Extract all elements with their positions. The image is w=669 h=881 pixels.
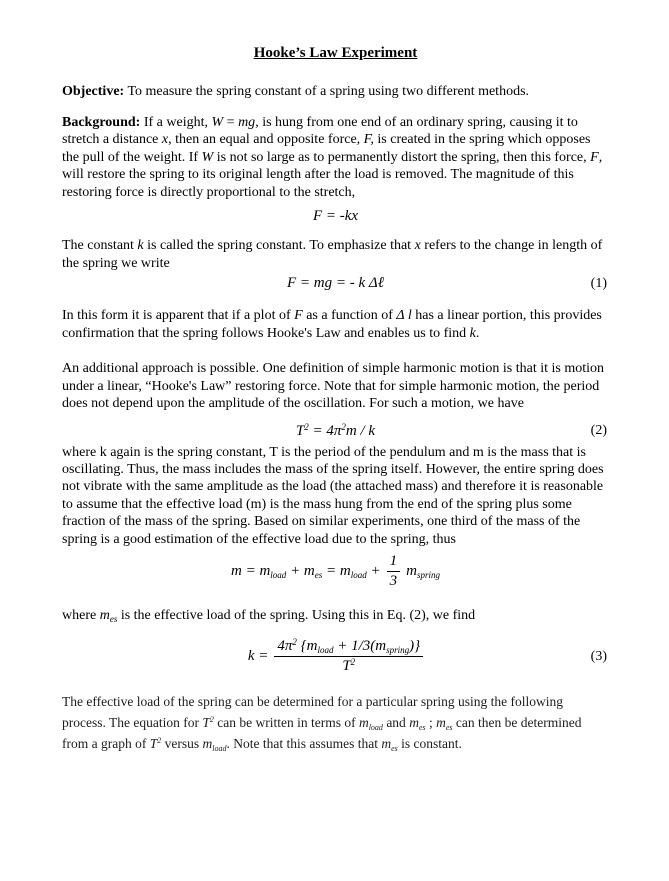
math-var: T <box>149 736 158 752</box>
math-subscript: es <box>314 569 323 580</box>
text-segment: is the effective load of the spring. Using this in Eq. (2), we find <box>117 607 476 623</box>
text-segment: versus <box>161 736 203 752</box>
background-label: Background: <box>62 114 141 130</box>
page-title: Hooke’s Law Experiment <box>253 45 418 61</box>
math-var: F <box>294 308 303 323</box>
math-segment: {m <box>296 638 318 655</box>
additional-paragraph: An additional approach is possible. One definition of simple harmonic motion is that it is motion under a linear, “Hooke's Law” restoring force. Note that for simple harmonic motion, the period does not depend upon the amplitude of the oscillation. For such a motion, we have <box>62 361 605 411</box>
equation-number: (2) <box>590 423 607 438</box>
text-segment: is called the spring constant. To emphasize that <box>143 238 415 253</box>
equation-2 <box>62 423 609 440</box>
math-subscript: spring <box>416 569 440 580</box>
math-subscript: spring <box>386 645 410 656</box>
math-segment: k = <box>247 648 269 665</box>
background-paragraph <box>62 114 609 202</box>
text-segment: To measure the spring constant of a spring using two different methods. <box>124 84 530 99</box>
equation-body: F = mg = - k Δℓ <box>287 275 384 291</box>
equation-number: (1) <box>590 275 607 291</box>
math-var: m <box>99 607 110 623</box>
fraction-numerator: 1 <box>389 552 398 569</box>
math-var: x <box>161 132 169 147</box>
math-segment: + <box>366 562 381 579</box>
equation-number: (3) <box>590 648 607 664</box>
math-subscript: load <box>368 723 383 733</box>
fraction <box>387 553 401 590</box>
math-segment <box>406 563 440 580</box>
text-segment: where <box>62 607 100 623</box>
math-segment: m = m <box>231 562 271 579</box>
equation-3 <box>62 638 609 675</box>
fraction-numerator <box>274 638 423 656</box>
fraction-denominator <box>274 656 423 675</box>
math-var: k <box>137 238 144 253</box>
math-var: k <box>469 325 476 341</box>
math-var: m <box>358 715 369 731</box>
math-subscript: load <box>350 569 367 580</box>
math-exponent: 2 <box>304 421 309 432</box>
text-segment: ; <box>425 715 437 731</box>
math-subscript: es <box>445 723 453 733</box>
math-segment: m / k <box>345 422 376 439</box>
text-segment: is constant. <box>397 736 462 752</box>
math-exponent: 2 <box>292 637 297 648</box>
math-exponent: 2 <box>350 657 356 668</box>
math-subscript: load <box>270 569 287 580</box>
math-subscript: es <box>391 744 398 754</box>
text-segment: as a function of <box>302 308 397 323</box>
math-var: F, <box>363 132 374 147</box>
math-var: mg <box>238 114 256 130</box>
math-var: m <box>202 736 213 752</box>
math-var: W <box>201 149 214 165</box>
math-var: x <box>414 238 421 253</box>
math-var: m <box>409 715 419 731</box>
text-segment: refers to the change in length of the spring we write <box>62 238 603 271</box>
text-segment: and <box>382 715 410 731</box>
text-segment: can be written in terms of <box>213 715 359 731</box>
math-exponent: 2 <box>157 736 162 746</box>
math-exponent: 2 <box>209 715 214 725</box>
math-segment: 4π <box>277 638 293 655</box>
objective-label: Objective: <box>62 84 125 99</box>
math-subscript: load <box>212 744 227 754</box>
inthisform-paragraph <box>62 307 609 342</box>
objective-paragraph <box>62 83 609 101</box>
math-var: T <box>202 715 210 731</box>
math-segment: = 4π <box>308 422 342 439</box>
math-subscript: es <box>109 613 118 624</box>
equation-body <box>296 423 375 439</box>
math-var: T <box>295 422 305 439</box>
where-k-paragraph: where k again is the spring constant, T is the period of the pendulum and m is the mass that is oscillating. Thus, the mass includes the mass of the spring itself. However, the entire spring does not vibrate with the same amplitude as the load (the attached mass) and therefore it is reasonable to assume that the effective load (m) is the mass hung from the end of the spring plus some fraction of the mass of the spring. Based on similar experiments, one third of the mass of the spring is a good estimation of the effective load due to the spring, thus <box>62 444 604 547</box>
equation-body: F = -kx <box>312 208 359 224</box>
text-segment: is not so large as to permanently distort the spring, then this force, <box>213 149 591 165</box>
closing-paragraph <box>62 691 609 754</box>
text-segment: . Note that this assumes that <box>226 736 382 752</box>
math-var: m <box>406 562 417 579</box>
math-segment: = m <box>322 562 351 579</box>
equation-body <box>231 553 440 590</box>
where-mes-paragraph <box>62 607 609 625</box>
fraction-denominator: 3 <box>387 571 401 590</box>
math-var: Δ l <box>396 308 412 323</box>
math-subscript: es <box>418 723 426 733</box>
equation-body <box>248 638 423 675</box>
math-var: m <box>436 715 446 731</box>
math-segment <box>231 563 381 580</box>
math-var: T <box>342 658 351 675</box>
text-segment: , then an equal and opposite force, <box>168 132 364 147</box>
math-segment: )} <box>409 638 421 655</box>
math-var: W <box>211 114 224 130</box>
math-exponent: 2 <box>341 421 346 432</box>
mass-equation <box>62 553 609 590</box>
text-segment: has a linear portion, this provides confirmation that the spring follows Hooke's Law and enables us to find <box>62 308 602 341</box>
text-segment: , is hung from one end of an ordinary spring, causing it to stretch a distance <box>62 114 578 147</box>
text-segment: If a weight, <box>140 114 212 130</box>
text-segment: . <box>475 325 480 341</box>
math-segment: + 1/3(m <box>333 638 387 655</box>
constant-paragraph <box>62 237 609 272</box>
text-segment: In this form it is apparent that if a plot of <box>62 308 295 323</box>
equation-1 <box>62 275 609 292</box>
equation-hooke <box>62 208 609 225</box>
text-segment: = <box>223 114 239 130</box>
math-subscript: load <box>317 645 334 656</box>
text-segment: can then be determined from a graph of <box>62 715 582 752</box>
math-var: F <box>590 149 599 165</box>
math-var: m <box>381 736 392 752</box>
fraction <box>274 638 423 675</box>
text-segment: is created in the spring which opposes the pull of the weight. If <box>62 132 591 165</box>
text-segment: The effective load of the spring can be determined for a particular spring using the following process. The equation for <box>62 694 563 731</box>
text-segment: The constant <box>62 238 138 253</box>
text-segment: , will restore the spring to its original length after the load is removed. The magnitude of this restoring force is directly proportional to the stretch, <box>62 149 603 200</box>
math-segment: + m <box>286 562 315 579</box>
